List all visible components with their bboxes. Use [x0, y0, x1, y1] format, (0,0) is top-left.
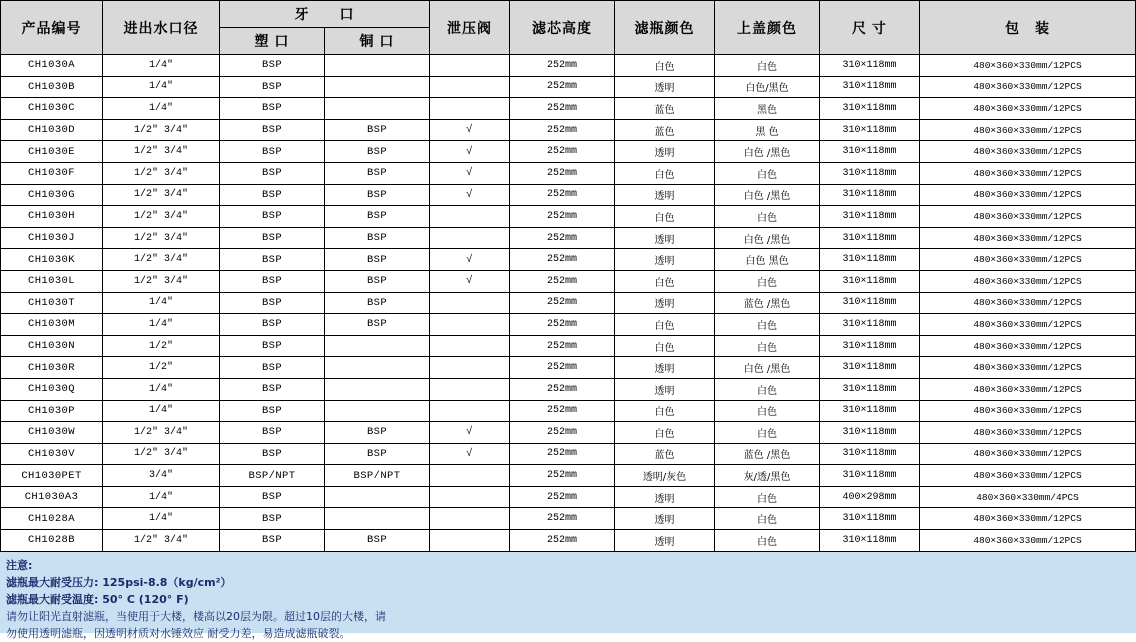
cell-product-code: CH1030N [1, 335, 103, 357]
cell-inlet-outlet: 1/4″ [103, 508, 220, 530]
cell-packing: 480×360×330mm/12PCS [920, 162, 1136, 184]
cell-packing: 480×360×330mm/12PCS [920, 314, 1136, 336]
table-row [1, 141, 1136, 163]
cell-product-code: CH1030F [1, 162, 103, 184]
notes-title: 注意: [6, 558, 33, 572]
cell-inlet-outlet: 1/2″ [103, 335, 220, 357]
cell-cartridge-height: 252mm [510, 227, 615, 249]
cell-size: 310×118mm [820, 162, 920, 184]
cell-thread-plastic: BSP [220, 378, 325, 400]
cell-packing: 480×360×330mm/12PCS [920, 335, 1136, 357]
cell-packing: 480×360×330mm/12PCS [920, 184, 1136, 206]
cell-thread-plastic: BSP [220, 184, 325, 206]
cell-inlet-outlet: 1/4″ [103, 76, 220, 98]
cell-cap-color: 灰/透/黑色 [715, 465, 820, 487]
cell-inlet-outlet: 1/2″ 3/4″ [103, 206, 220, 228]
table-row [1, 422, 1136, 444]
cell-cap-color: 白色 [715, 486, 820, 508]
notes-max-temperature: 滤瓶最大耐受温度: 50° C (120° F) [6, 592, 189, 606]
cell-size: 310×118mm [820, 270, 920, 292]
cell-inlet-outlet: 1/4″ [103, 378, 220, 400]
cell-relief-valve [430, 530, 510, 552]
cell-relief-valve [430, 357, 510, 379]
cell-thread-brass: BSP [325, 530, 430, 552]
cell-thread-brass [325, 378, 430, 400]
cell-product-code: CH1030G [1, 184, 103, 206]
cell-filter-color: 透明 [615, 184, 715, 206]
cell-thread-plastic: BSP [220, 162, 325, 184]
cell-packing: 480×360×330mm/12PCS [920, 76, 1136, 98]
cell-filter-color: 白色 [615, 55, 715, 77]
cell-cartridge-height: 252mm [510, 249, 615, 271]
cell-inlet-outlet: 1/4″ [103, 486, 220, 508]
cell-packing: 480×360×330mm/12PCS [920, 378, 1136, 400]
cell-filter-color: 蓝色 [615, 443, 715, 465]
cell-product-code: CH1030R [1, 357, 103, 379]
cell-packing: 480×360×330mm/12PCS [920, 422, 1136, 444]
cell-cap-color: 白色 [715, 422, 820, 444]
cell-size: 310×118mm [820, 530, 920, 552]
cell-cap-color: 白色 /黑色 [715, 184, 820, 206]
cell-relief-valve [430, 314, 510, 336]
cell-size: 310×118mm [820, 422, 920, 444]
cell-thread-brass: BSP [325, 206, 430, 228]
table-row [1, 357, 1136, 379]
cell-inlet-outlet: 1/2″ 3/4″ [103, 162, 220, 184]
cell-cartridge-height: 252mm [510, 76, 615, 98]
cell-product-code: CH1028B [1, 530, 103, 552]
cell-thread-plastic: BSP [220, 227, 325, 249]
cell-size: 310×118mm [820, 314, 920, 336]
cell-filter-color: 蓝色 [615, 119, 715, 141]
table-row [1, 98, 1136, 120]
cell-product-code: CH1030D [1, 119, 103, 141]
cell-packing: 480×360×330mm/12PCS [920, 206, 1136, 228]
cell-cap-color: 白色 [715, 270, 820, 292]
cell-cartridge-height: 252mm [510, 98, 615, 120]
cell-cartridge-height: 252mm [510, 508, 615, 530]
cell-product-code: CH1030A [1, 55, 103, 77]
cell-inlet-outlet: 1/2″ 3/4″ [103, 227, 220, 249]
table-row [1, 465, 1136, 487]
cell-size: 310×118mm [820, 227, 920, 249]
table-body [1, 55, 1136, 552]
table-row [1, 508, 1136, 530]
cell-inlet-outlet: 1/4″ [103, 55, 220, 77]
cell-cartridge-height: 252mm [510, 292, 615, 314]
cell-thread-brass [325, 55, 430, 77]
cell-thread-brass [325, 98, 430, 120]
header-size: 尺 寸 [820, 1, 920, 55]
cell-cap-color: 白色 /黑色 [715, 141, 820, 163]
cell-cap-color: 白色 [715, 314, 820, 336]
cell-relief-valve [430, 55, 510, 77]
cell-inlet-outlet: 1/4″ [103, 292, 220, 314]
cell-thread-brass: BSP [325, 292, 430, 314]
cell-filter-color: 白色 [615, 270, 715, 292]
cell-thread-brass: BSP [325, 314, 430, 336]
table-row [1, 335, 1136, 357]
table-header [1, 1, 1136, 55]
cell-cartridge-height: 252mm [510, 206, 615, 228]
cell-size: 310×118mm [820, 249, 920, 271]
table-row [1, 486, 1136, 508]
cell-cap-color: 白色 [715, 530, 820, 552]
cell-filter-color: 白色 [615, 162, 715, 184]
cell-inlet-outlet: 1/2″ 3/4″ [103, 422, 220, 444]
cell-thread-brass: BSP [325, 184, 430, 206]
cell-relief-valve: √ [430, 270, 510, 292]
cell-packing: 480×360×330mm/12PCS [920, 443, 1136, 465]
cell-cap-color: 白色 [715, 55, 820, 77]
cell-product-code: CH1030B [1, 76, 103, 98]
cell-filter-color: 白色 [615, 335, 715, 357]
notes-water-hammer-warning: 勿使用透明滤瓶，因透明材质对水锤效应 耐受力差，易造成滤瓶破裂。 [6, 626, 351, 640]
cell-cartridge-height: 252mm [510, 443, 615, 465]
cell-inlet-outlet: 1/4″ [103, 98, 220, 120]
cell-filter-color: 白色 [615, 314, 715, 336]
cell-filter-color: 蓝色 [615, 98, 715, 120]
cell-cap-color: 白色 [715, 335, 820, 357]
header-inlet-outlet: 进出水口径 [103, 1, 220, 55]
header-thread-brass: 铜 口 [325, 28, 430, 55]
cell-product-code: CH1030J [1, 227, 103, 249]
cell-relief-valve [430, 465, 510, 487]
cell-cartridge-height: 252mm [510, 357, 615, 379]
cell-packing: 480×360×330mm/12PCS [920, 357, 1136, 379]
cell-filter-color: 透明 [615, 76, 715, 98]
cell-cap-color: 白色 /黑色 [715, 227, 820, 249]
cell-cartridge-height: 252mm [510, 530, 615, 552]
cell-relief-valve [430, 400, 510, 422]
cell-filter-color: 透明 [615, 508, 715, 530]
cell-product-code: CH1030M [1, 314, 103, 336]
cell-packing: 480×360×330mm/12PCS [920, 270, 1136, 292]
cell-inlet-outlet: 1/4″ [103, 314, 220, 336]
cell-cartridge-height: 252mm [510, 335, 615, 357]
cell-size: 310×118mm [820, 141, 920, 163]
cell-thread-brass: BSP [325, 141, 430, 163]
cell-relief-valve [430, 378, 510, 400]
cell-size: 310×118mm [820, 357, 920, 379]
cell-thread-plastic: BSP [220, 400, 325, 422]
cell-filter-color: 透明 [615, 357, 715, 379]
table-row [1, 270, 1136, 292]
cell-filter-color: 透明 [615, 530, 715, 552]
table-row [1, 119, 1136, 141]
cell-inlet-outlet: 1/2″ 3/4″ [103, 141, 220, 163]
header-filter-color: 滤瓶颜色 [615, 1, 715, 55]
cell-cap-color: 蓝色 /黑色 [715, 292, 820, 314]
header-cartridge-height: 滤芯高度 [510, 1, 615, 55]
cell-cap-color: 白色 [715, 206, 820, 228]
cell-thread-plastic: BSP [220, 206, 325, 228]
cell-relief-valve [430, 227, 510, 249]
cell-relief-valve: √ [430, 443, 510, 465]
cell-relief-valve: √ [430, 162, 510, 184]
cell-product-code: CH1028A [1, 508, 103, 530]
cell-relief-valve: √ [430, 141, 510, 163]
header-cap-color: 上盖颜色 [715, 1, 820, 55]
cell-relief-valve: √ [430, 249, 510, 271]
cell-size: 400×298mm [820, 486, 920, 508]
cell-filter-color: 透明 [615, 292, 715, 314]
cell-product-code: CH1030L [1, 270, 103, 292]
cell-thread-plastic: BSP [220, 292, 325, 314]
cell-inlet-outlet: 1/4″ [103, 400, 220, 422]
cell-cartridge-height: 252mm [510, 162, 615, 184]
cell-inlet-outlet: 1/2″ 3/4″ [103, 249, 220, 271]
cell-thread-plastic: BSP [220, 270, 325, 292]
cell-filter-color: 透明/灰色 [615, 465, 715, 487]
cell-thread-plastic: BSP [220, 98, 325, 120]
cell-cap-color: 黑色 [715, 98, 820, 120]
table-row [1, 206, 1136, 228]
cell-thread-plastic: BSP [220, 335, 325, 357]
cell-filter-color: 透明 [615, 141, 715, 163]
table-row [1, 378, 1136, 400]
cell-thread-brass: BSP [325, 249, 430, 271]
cell-size: 310×118mm [820, 443, 920, 465]
cell-packing: 480×360×330mm/12PCS [920, 249, 1136, 271]
cell-packing: 480×360×330mm/12PCS [920, 227, 1136, 249]
cell-size: 310×118mm [820, 98, 920, 120]
cell-thread-plastic: BSP [220, 530, 325, 552]
cell-inlet-outlet: 1/2″ 3/4″ [103, 443, 220, 465]
cell-product-code: CH1030K [1, 249, 103, 271]
cell-cap-color: 白色 [715, 508, 820, 530]
cell-thread-plastic: BSP [220, 55, 325, 77]
cell-thread-plastic: BSP [220, 249, 325, 271]
cell-thread-plastic: BSP [220, 508, 325, 530]
cell-size: 310×118mm [820, 76, 920, 98]
cell-thread-brass: BSP/NPT [325, 465, 430, 487]
cell-size: 310×118mm [820, 508, 920, 530]
table-row [1, 314, 1136, 336]
cell-thread-plastic: BSP [220, 443, 325, 465]
cell-inlet-outlet: 3/4″ [103, 465, 220, 487]
cell-relief-valve: √ [430, 184, 510, 206]
cell-relief-valve [430, 76, 510, 98]
cell-inlet-outlet: 1/2″ 3/4″ [103, 119, 220, 141]
cell-cartridge-height: 252mm [510, 270, 615, 292]
header-relief-valve: 泄压阀 [430, 1, 510, 55]
cell-inlet-outlet: 1/2″ [103, 357, 220, 379]
cell-product-code: CH1030T [1, 292, 103, 314]
cell-filter-color: 白色 [615, 400, 715, 422]
table-row [1, 400, 1136, 422]
cell-packing: 480×360×330mm/4PCS [920, 486, 1136, 508]
cell-filter-color: 透明 [615, 486, 715, 508]
cell-size: 310×118mm [820, 184, 920, 206]
cell-cartridge-height: 252mm [510, 314, 615, 336]
cell-cartridge-height: 252mm [510, 55, 615, 77]
cell-inlet-outlet: 1/2″ 3/4″ [103, 530, 220, 552]
cell-cartridge-height: 252mm [510, 422, 615, 444]
cell-filter-color: 透明 [615, 227, 715, 249]
cell-cap-color: 白色 黑色 [715, 249, 820, 271]
cell-thread-brass: BSP [325, 422, 430, 444]
cell-product-code: CH1030Q [1, 378, 103, 400]
cell-thread-brass [325, 335, 430, 357]
table-row [1, 443, 1136, 465]
notes-max-pressure: 滤瓶最大耐受压力: 125psi-8.8（kg/cm²） [6, 575, 232, 589]
table-row [1, 76, 1136, 98]
cell-packing: 480×360×330mm/12PCS [920, 292, 1136, 314]
cell-product-code: CH1030V [1, 443, 103, 465]
cell-size: 310×118mm [820, 378, 920, 400]
cell-cap-color: 白色 [715, 400, 820, 422]
table-row [1, 184, 1136, 206]
cell-packing: 480×360×330mm/12PCS [920, 400, 1136, 422]
cell-thread-plastic: BSP [220, 422, 325, 444]
cell-product-code: CH1030W [1, 422, 103, 444]
header-packing: 包 装 [920, 1, 1136, 55]
cell-cap-color: 白色 [715, 162, 820, 184]
cell-thread-brass: BSP [325, 119, 430, 141]
cell-relief-valve [430, 335, 510, 357]
cell-thread-plastic: BSP/NPT [220, 465, 325, 487]
cell-filter-color: 透明 [615, 378, 715, 400]
cell-size: 310×118mm [820, 335, 920, 357]
cell-cartridge-height: 252mm [510, 465, 615, 487]
cell-cap-color: 黑 色 [715, 119, 820, 141]
cell-thread-brass [325, 508, 430, 530]
cell-cap-color: 蓝色 /黑色 [715, 443, 820, 465]
cell-inlet-outlet: 1/2″ 3/4″ [103, 270, 220, 292]
cell-size: 310×118mm [820, 292, 920, 314]
table-row [1, 55, 1136, 77]
cell-thread-brass: BSP [325, 162, 430, 184]
cell-packing: 480×360×330mm/12PCS [920, 508, 1136, 530]
cell-product-code: CH1030H [1, 206, 103, 228]
cell-filter-color: 透明 [615, 249, 715, 271]
cell-product-code: CH1030P [1, 400, 103, 422]
cell-size: 310×118mm [820, 400, 920, 422]
cell-thread-brass: BSP [325, 270, 430, 292]
cell-relief-valve: √ [430, 119, 510, 141]
cell-relief-valve [430, 206, 510, 228]
cell-packing: 480×360×330mm/12PCS [920, 98, 1136, 120]
header-product-code: 产品编号 [1, 1, 103, 55]
cell-relief-valve [430, 292, 510, 314]
cell-cap-color: 白色 [715, 378, 820, 400]
cell-cartridge-height: 252mm [510, 486, 615, 508]
table-row [1, 162, 1136, 184]
cell-thread-brass [325, 357, 430, 379]
cell-cartridge-height: 252mm [510, 141, 615, 163]
cell-packing: 480×360×330mm/12PCS [920, 55, 1136, 77]
cell-cap-color: 白色 /黑色 [715, 357, 820, 379]
cell-cartridge-height: 252mm [510, 378, 615, 400]
table-row [1, 292, 1136, 314]
cell-filter-color: 白色 [615, 422, 715, 444]
cell-cartridge-height: 252mm [510, 119, 615, 141]
header-row-1 [1, 1, 1136, 28]
cell-packing: 480×360×330mm/12PCS [920, 119, 1136, 141]
cell-thread-brass [325, 76, 430, 98]
cell-thread-plastic: BSP [220, 76, 325, 98]
cell-inlet-outlet: 1/2″ 3/4″ [103, 184, 220, 206]
cell-product-code: CH1030C [1, 98, 103, 120]
cell-relief-valve [430, 486, 510, 508]
cell-thread-plastic: BSP [220, 357, 325, 379]
cell-size: 310×118mm [820, 119, 920, 141]
cell-product-code: CH1030E [1, 141, 103, 163]
cell-product-code: CH1030PET [1, 465, 103, 487]
cell-cap-color: 白色/黑色 [715, 76, 820, 98]
cell-thread-brass [325, 486, 430, 508]
cell-thread-plastic: BSP [220, 119, 325, 141]
cell-size: 310×118mm [820, 55, 920, 77]
cell-packing: 480×360×330mm/12PCS [920, 465, 1136, 487]
table-row [1, 227, 1136, 249]
table-row [1, 249, 1136, 271]
cell-relief-valve [430, 98, 510, 120]
cell-cartridge-height: 252mm [510, 184, 615, 206]
cell-packing: 480×360×330mm/12PCS [920, 530, 1136, 552]
cell-size: 310×118mm [820, 206, 920, 228]
cell-thread-brass: BSP [325, 227, 430, 249]
notes-sunlight-warning: 请勿让阳光直射滤瓶，当使用于大楼，楼高以20层为限。超过10层的大楼，请 [6, 609, 386, 623]
cell-relief-valve: √ [430, 422, 510, 444]
cell-relief-valve [430, 508, 510, 530]
cell-thread-plastic: BSP [220, 486, 325, 508]
cell-cartridge-height: 252mm [510, 400, 615, 422]
notes-panel [0, 552, 1136, 640]
table-row [1, 530, 1136, 552]
cell-thread-plastic: BSP [220, 314, 325, 336]
cell-size: 310×118mm [820, 465, 920, 487]
cell-packing: 480×360×330mm/12PCS [920, 141, 1136, 163]
cell-thread-brass [325, 400, 430, 422]
cell-thread-brass: BSP [325, 443, 430, 465]
cell-thread-plastic: BSP [220, 141, 325, 163]
header-thread: 牙 口 [220, 1, 430, 28]
cell-filter-color: 白色 [615, 206, 715, 228]
cell-product-code: CH1030A3 [1, 486, 103, 508]
header-thread-plastic: 塑 口 [220, 28, 325, 55]
